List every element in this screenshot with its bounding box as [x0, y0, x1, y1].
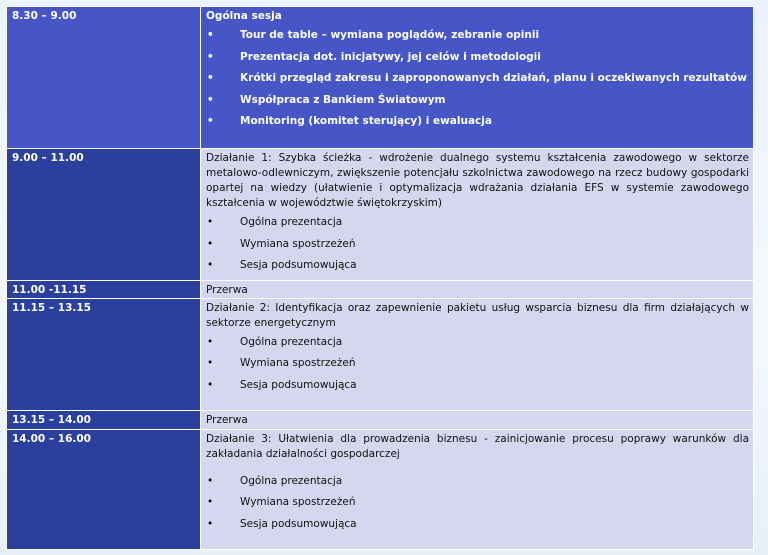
list-item: • Prezentacja dot. inicjatywy, jej celów i metodologii: [207, 50, 541, 63]
list-item: • Współpraca z Bankiem Światowym: [207, 93, 446, 106]
time-label: 9.00 – 11.00: [12, 152, 84, 164]
description-cell: [201, 149, 754, 281]
agenda-row-break-2: [7, 410, 754, 429]
list-item: • Wymiana spostrzeżeń: [207, 496, 356, 508]
bullet-icon: •: [207, 237, 214, 250]
list-item: • Sesja podsumowująca: [207, 259, 357, 271]
action-title: Działanie 3: Ułatwienia dla prowadzenia biznesu - zainicjowanie procesu poprawy warunków dla zakładania działalności gospodarczej: [206, 432, 749, 460]
bullet-icon: •: [207, 517, 214, 530]
list-item: • Tour de table – wymiana poglądów, zebranie opinii: [207, 29, 540, 41]
list-item: • Krótki przegląd zakresu i zaproponowanych działań, planu i oczekiwanych rezultatów: [207, 72, 747, 84]
description-cell: [201, 280, 754, 298]
agenda-frame: [6, 6, 754, 549]
bullet-icon: •: [207, 378, 214, 391]
break-label: Przerwa: [206, 413, 248, 426]
agenda-row-opening-session: [7, 7, 754, 149]
bullet-icon: •: [207, 496, 214, 508]
action-title: Działanie 2: Identyfikacja oraz zapewnienie pakietu usług wsparcia biznesu dla firm działających w sektorze energetycznym: [206, 301, 749, 329]
agenda-row-action-1: [7, 149, 754, 281]
description-cell: [201, 429, 754, 549]
session-title: Ogólna sesja: [206, 10, 282, 22]
time-cell: [7, 280, 201, 298]
bullet-icon: •: [207, 115, 214, 127]
bullet-icon: •: [207, 93, 214, 106]
time-label: 13.15 – 14.00: [12, 413, 91, 426]
agenda-table: [6, 6, 754, 550]
time-cell: [7, 149, 201, 281]
time-cell: [7, 429, 201, 549]
description-cell: [201, 410, 754, 429]
bullet-icon: •: [207, 29, 214, 41]
bullet-icon: •: [207, 259, 214, 271]
bullet-icon: •: [207, 50, 214, 63]
bullet-icon: •: [207, 72, 214, 84]
bullet-icon: •: [207, 357, 214, 369]
action-title: Działanie 1: Szybka ścieżka - wdrożenie dualnego systemu kształcenia zawodowego w sektorze metalowo-odlewniczym, zwiększenie potencjału szkolnictwa zawodowego na rzecz budowy gospodarki opartej na wiedzy (ułatwienie i optymalizacja wdrażania działania EFS w systemie zawodowego kształcenia w województwie świętokrzyskim): [206, 152, 749, 209]
time-cell: [7, 7, 201, 149]
list-item: • Ogólna prezentacja: [207, 335, 343, 348]
bullet-icon: •: [207, 216, 214, 228]
item-list: [206, 335, 749, 400]
description-cell: [201, 298, 754, 410]
list-item: • Wymiana spostrzeżeń: [207, 357, 356, 369]
list-item: • Sesja podsumowująca: [207, 517, 357, 530]
time-cell: [7, 410, 201, 429]
agenda-row-break-1: [7, 280, 754, 298]
agenda-row-action-3: [7, 429, 754, 549]
time-label: 11.15 – 13.15: [12, 301, 91, 314]
list-item: • Wymiana spostrzeżeń: [207, 237, 356, 250]
description-cell: [201, 7, 754, 149]
bullet-icon: •: [207, 335, 214, 348]
list-item: • Monitoring (komitet sterujący) i ewaluacja: [207, 115, 492, 127]
time-cell: [7, 298, 201, 410]
item-list: [206, 215, 749, 280]
item-list: [206, 474, 749, 539]
time-label: 8.30 – 9.00: [12, 10, 77, 22]
time-label: 11.00 -11.15: [12, 283, 87, 296]
time-label: 14.00 – 16.00: [12, 432, 91, 445]
break-label: Przerwa: [206, 283, 248, 296]
bullet-icon: •: [207, 474, 214, 487]
list-item: • Ogólna prezentacja: [207, 474, 343, 487]
item-list: [206, 28, 749, 136]
list-item: • Sesja podsumowująca: [207, 378, 357, 391]
list-item: • Ogólna prezentacja: [207, 216, 343, 228]
agenda-row-action-2: [7, 298, 754, 410]
